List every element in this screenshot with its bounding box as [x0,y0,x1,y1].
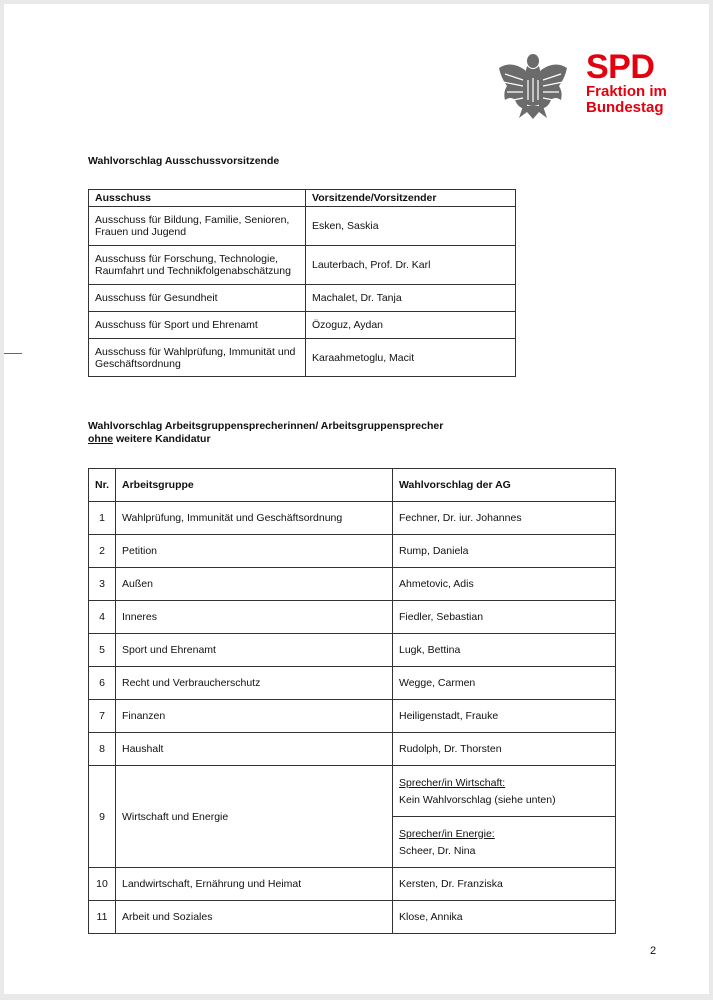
section1-title: Wahlvorschlag Ausschussvorsitzende [88,155,280,167]
table-row [89,535,616,568]
table-row [89,207,516,246]
group-cell: Recht und Verbraucherschutz [116,667,393,700]
committee-cell: Ausschuss für Gesundheit [89,285,306,312]
group-cell: Wirtschaft und Energie [116,766,393,868]
page-number: 2 [650,945,657,957]
col-header-committee: Ausschuss [89,190,306,207]
col-header-chair: Vorsitzende/Vorsitzender [306,190,516,207]
nr-cell: 8 [89,733,116,766]
section2-title [88,420,443,446]
working-group-table [88,468,616,934]
committee-cell: Ausschuss für Bildung, Familie, Senioren, Frauen und Jugend [89,207,306,246]
spd-logo-text: SPD [586,48,655,86]
nr-cell: 10 [89,868,116,901]
energy-speaker-label: Sprecher/in Energie: [399,827,495,840]
section2-title-rest: weitere Kandidatur [113,433,211,445]
chair-cell: Özoguz, Aydan [306,312,516,339]
bundestag-eagle-icon [497,52,569,120]
proposal-cell: Klose, Annika [393,901,616,934]
table-row [89,868,616,901]
nr-cell: 2 [89,535,116,568]
proposal-cell: Wegge, Carmen [393,667,616,700]
col-header-group: Arbeitsgruppe [116,469,393,502]
chair-cell: Machalet, Dr. Tanja [306,285,516,312]
table-row [89,502,616,535]
table-row [89,634,616,667]
chair-cell: Karaahmetoglu, Macit [306,339,516,377]
table-row [89,568,616,601]
proposal-cell: Ahmetovic, Adis [393,568,616,601]
table-row [89,733,616,766]
table-row [89,285,516,312]
group-cell: Arbeit und Soziales [116,901,393,934]
table-row [89,766,616,817]
group-cell: Sport und Ehrenamt [116,634,393,667]
table-header-row [89,469,616,502]
spd-logo-line2: Bundestag [586,99,664,116]
col-header-proposal: Wahlvorschlag der AG [393,469,616,502]
proposal-cell: Rump, Daniela [393,535,616,568]
group-cell: Außen [116,568,393,601]
table-row [89,339,516,377]
committee-cell: Ausschuss für Sport und Ehrenamt [89,312,306,339]
proposal-cell-energy [393,817,616,868]
table-row [89,601,616,634]
proposal-cell: Rudolph, Dr. Thorsten [393,733,616,766]
committee-cell: Ausschuss für Forschung, Technologie, Raumfahrt und Technikfolgenabschätzung [89,246,306,285]
table-row [89,246,516,285]
economy-speaker-value: Kein Wahlvorschlag (siehe unten) [399,793,556,806]
table-row [89,901,616,934]
proposal-cell-economy [393,766,616,817]
group-cell: Haushalt [116,733,393,766]
table-row [89,700,616,733]
group-cell: Wahlprüfung, Immunität und Geschäftsordnung [116,502,393,535]
proposal-cell: Heiligenstadt, Frauke [393,700,616,733]
proposal-cell: Lugk, Bettina [393,634,616,667]
nr-cell: 9 [89,766,116,868]
nr-cell: 11 [89,901,116,934]
proposal-cell: Fiedler, Sebastian [393,601,616,634]
group-cell: Finanzen [116,700,393,733]
nr-cell: 7 [89,700,116,733]
spd-logo [586,50,667,116]
section2-title-line2 [88,433,443,446]
energy-speaker-value: Scheer, Dr. Nina [399,844,476,857]
section2-title-line1: Wahlvorschlag Arbeitsgruppensprecherinnen/ Arbeitsgruppensprecher [88,420,444,432]
nr-cell: 6 [89,667,116,700]
chair-cell: Esken, Saskia [306,207,516,246]
table-row [89,312,516,339]
table-row [89,667,616,700]
nr-cell: 3 [89,568,116,601]
proposal-cell: Fechner, Dr. iur. Johannes [393,502,616,535]
margin-mark [4,353,22,354]
group-cell: Inneres [116,601,393,634]
table-header-row [89,190,516,207]
committee-cell: Ausschuss für Wahlprüfung, Immunität und Geschäftsordnung [89,339,306,377]
section2-title-underlined: ohne [88,433,114,445]
chair-cell: Lauterbach, Prof. Dr. Karl [306,246,516,285]
economy-speaker-label: Sprecher/in Wirtschaft: [399,776,506,789]
nr-cell: 5 [89,634,116,667]
nr-cell: 4 [89,601,116,634]
group-cell: Landwirtschaft, Ernährung und Heimat [116,868,393,901]
spd-logo-line1: Fraktion im [586,83,667,100]
nr-cell: 1 [89,502,116,535]
proposal-cell: Kersten, Dr. Franziska [393,868,616,901]
committee-table [88,189,516,377]
col-header-nr: Nr. [89,469,116,502]
group-cell: Petition [116,535,393,568]
